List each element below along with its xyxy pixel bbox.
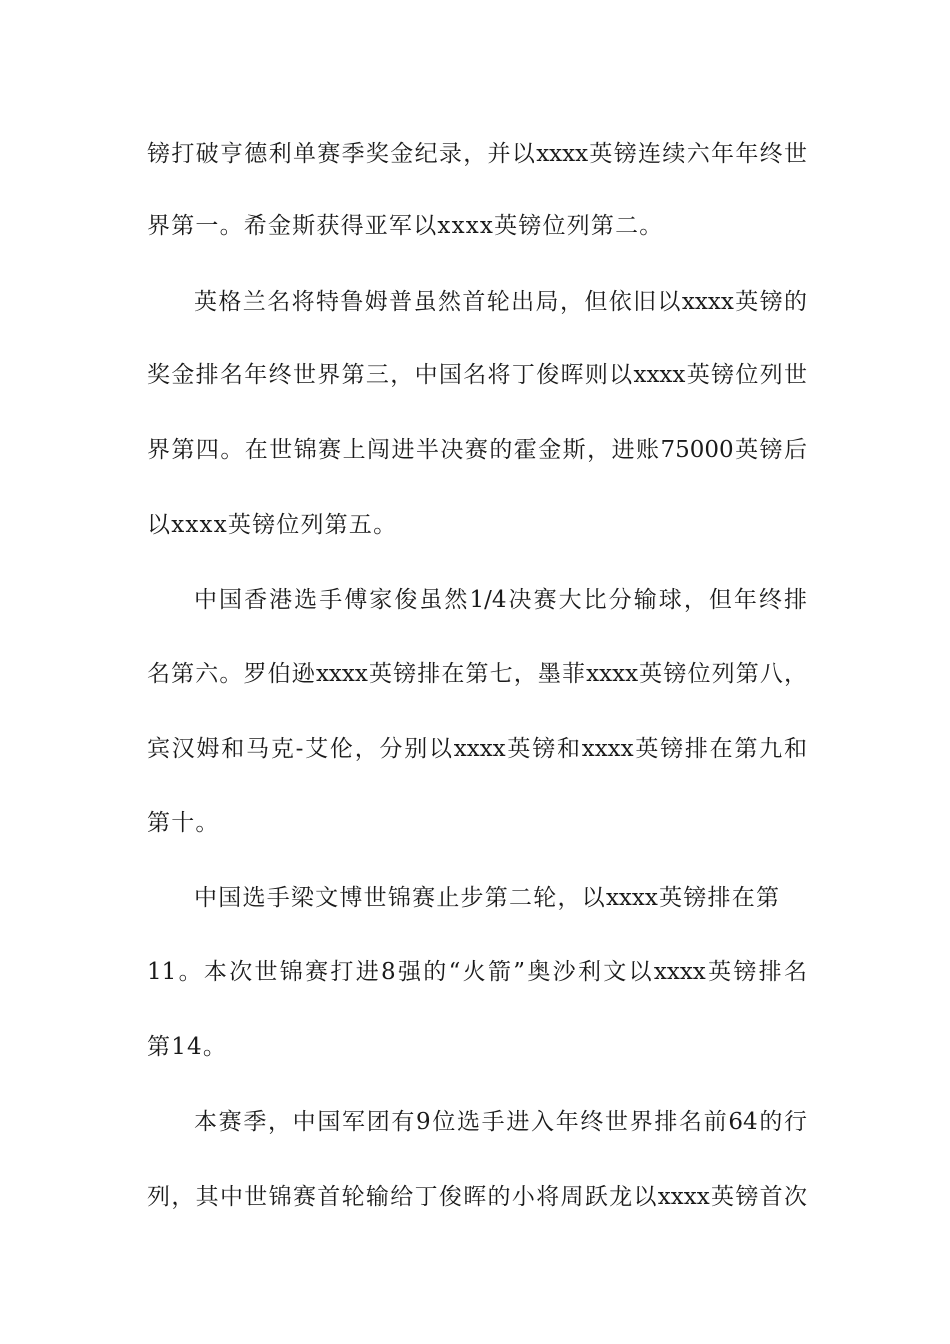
paragraph-first-line: 中国香港选手傅家俊虽然1/4决赛大比分输球，但年终排 xyxy=(194,587,807,613)
text-line: 11。本次世锦赛打进8强的“火箭”奥沙利文以xxxx英镑排名 xyxy=(147,959,807,985)
paragraph-first-line: 本赛季，中国军团有9位选手进入年终世界排名前64的行 xyxy=(194,1109,807,1135)
text-line: 以xxxx英镑位列第五。 xyxy=(147,512,398,538)
text-line: 宾汉姆和马克-艾伦，分别以xxxx英镑和xxxx英镑排在第九和 xyxy=(147,736,807,762)
paragraph-first-line: 英格兰名将特鲁姆普虽然首轮出局，但依旧以xxxx英镑的 xyxy=(194,289,807,315)
text-line: 镑打破亨德利单赛季奖金纪录，并以xxxx英镑连续六年年终世 xyxy=(147,141,807,167)
text-line: 界第四。在世锦赛上闯进半决赛的霍金斯，进账75000英镑后 xyxy=(147,437,807,463)
text-line: 第十。 xyxy=(147,810,220,836)
text-line: 第14。 xyxy=(147,1034,228,1060)
text-line: 名第六。罗伯逊xxxx英镑排在第七，墨菲xxxx英镑位列第八， xyxy=(147,661,807,687)
paragraph-first-line: 中国选手梁文博世锦赛止步第二轮，以xxxx英镑排在第 xyxy=(194,885,779,911)
text-line: 列，其中世锦赛首轮输给丁俊晖的小将周跃龙以xxxx英镑首次 xyxy=(147,1184,807,1210)
text-line: 界第一。希金斯获得亚军以xxxx英镑位列第二。 xyxy=(147,213,664,239)
text-line: 奖金排名年终世界第三，中国名将丁俊晖则以xxxx英镑位列世 xyxy=(147,362,807,388)
